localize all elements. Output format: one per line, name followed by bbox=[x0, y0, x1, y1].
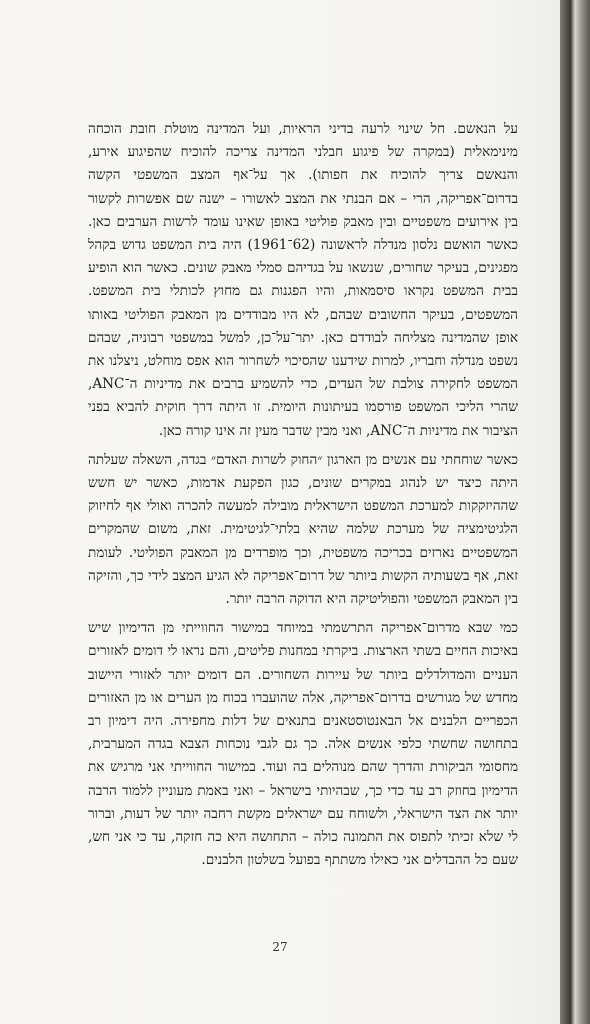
paragraph-2: כאשר שוחחתי עם אנשים מן הארגון ״החוק לשרות האדם״ בגדה, השאלה שעלתה היתה כיצד יש לנהוג במקרים שונים, כגון הפקעת אדמות, כאשר יש חשש שההיזקקות למערכת המשפט הישראלית מובילה למעשה להכרה ואולי אף לחיזוק הלגיטימציה של מערכת שלמה שהיא בלתי־לגיטימית. זאת, משום שהמקרים המשפטיים נארזים בכריכה משפטית, וכך מופרדים מן המאבק הפוליטי. לעומת זאת, אף בשעותיה הקשות ביותר של דרום־אפריקה לא הגיע המצב לידי כך, והזיקה בין המאבק המשפטי והפוליטיקה היא הדוקה הרבה יותר. bbox=[88, 451, 518, 608]
book-edge bbox=[560, 0, 590, 1024]
paragraph-3: כמי שבא מדרום־אפריקה התרשמתי במיוחד במישור החווייתי מן הדימיון שיש באיכות החיים בשתי הארצות. ביקרתי במחנות פליטים, והם נראו לי דומים לאזורים העניים והמדולדלים ביותר של עיירות השחורים. הם דומים יותר לאזורי היישוב מחדש של מגורשים בדרום־אפריקה, אלה שהועברו בכוח מן הערים או מן האזורים הכפריים הלבנים אל הבאנטוסטאנים בתנאים של דלות מחפירה. היה דימיון רב בתחושה שחשתי כלפי אנשים אלה. כך גם לגבי נוכחות הצבא בגדה המערבית, מחסומי הביקורת והדרך שהם מנוהלים בה ועוד. במישור החווייתי אני מרגיש את הדימיון בחוזק רב עד כדי כך, שבהיותי בישראל – ואני באמת מעוניין ללמוד הרבה יותר את הצד הישראלי, ולשוחח עם ישראלים מקשת רחבה יותר של דעות, וברור לי שלא זכיתי לתפוס את התמונה כולה – התחושה היא כה חזקה, עד כי אני חש, שעם כל ההבדלים אני כאילו משתתף בפועל בשלטון הלבנים. bbox=[88, 620, 518, 869]
page-number: 27 bbox=[272, 940, 288, 954]
paragraph-1: על הנאשם. חל שינוי לרעה בדיני הראיות, ועל המדינה מוטלת חובת הוכחה מינימאלית (במקרה של פיגוע חבלני המדינה צריכה להוכיח שהפיגוע אירע, והנאשם צריך להוכיח את חפותו). אך על־אף המצב המשפטי הקשה בדרום־אפריקה, הרי – אם הבנתי את המצב לאשורו – ישנה שם אפשרות לקשור בין אירועים משפטיים ובין מאבק פוליטי באופן שאינו עומד לרשות הערבים כאן. כאשר הואשם נלסון מנדלה לראשונה (62־1961) היה בית המשפט גדוש בקהל מפגינים, בעיקר שחורים, שנשאו על בגדיהם סמלי מאבק שונים. כאשר הוא הופיע בבית המשפט נקראו סיסמאות, והיו הפגנות גם מחוץ לכותלי בית המשפט. המשפטים, בעיקר החשובים שבהם, לא היו מבודדים מן המאבק הפוליטי באותו אופן שהמדינה מצליחה לבודדם כאן. יתר־על־כן, למשל במשפטי רבוניה, שבהם נשפט מנדלה וחבריו, למרות שידענו שהסיכוי לשחרור הוא אפס מוחלט, ניצלנו את המשפט לחקירה צולבת של העדים, כדי להשמיע ברבים את מדיניות ה־ANC, שהרי הליכי המשפט פורסמו בעיתונות היומית. זו היתה דרך חוקית להביא בפני הציבור את מדיניות ה־ANC, ואני מבין שדבר מעין זה אינו קורה כאן. bbox=[88, 121, 519, 439]
body-text bbox=[88, 118, 518, 873]
